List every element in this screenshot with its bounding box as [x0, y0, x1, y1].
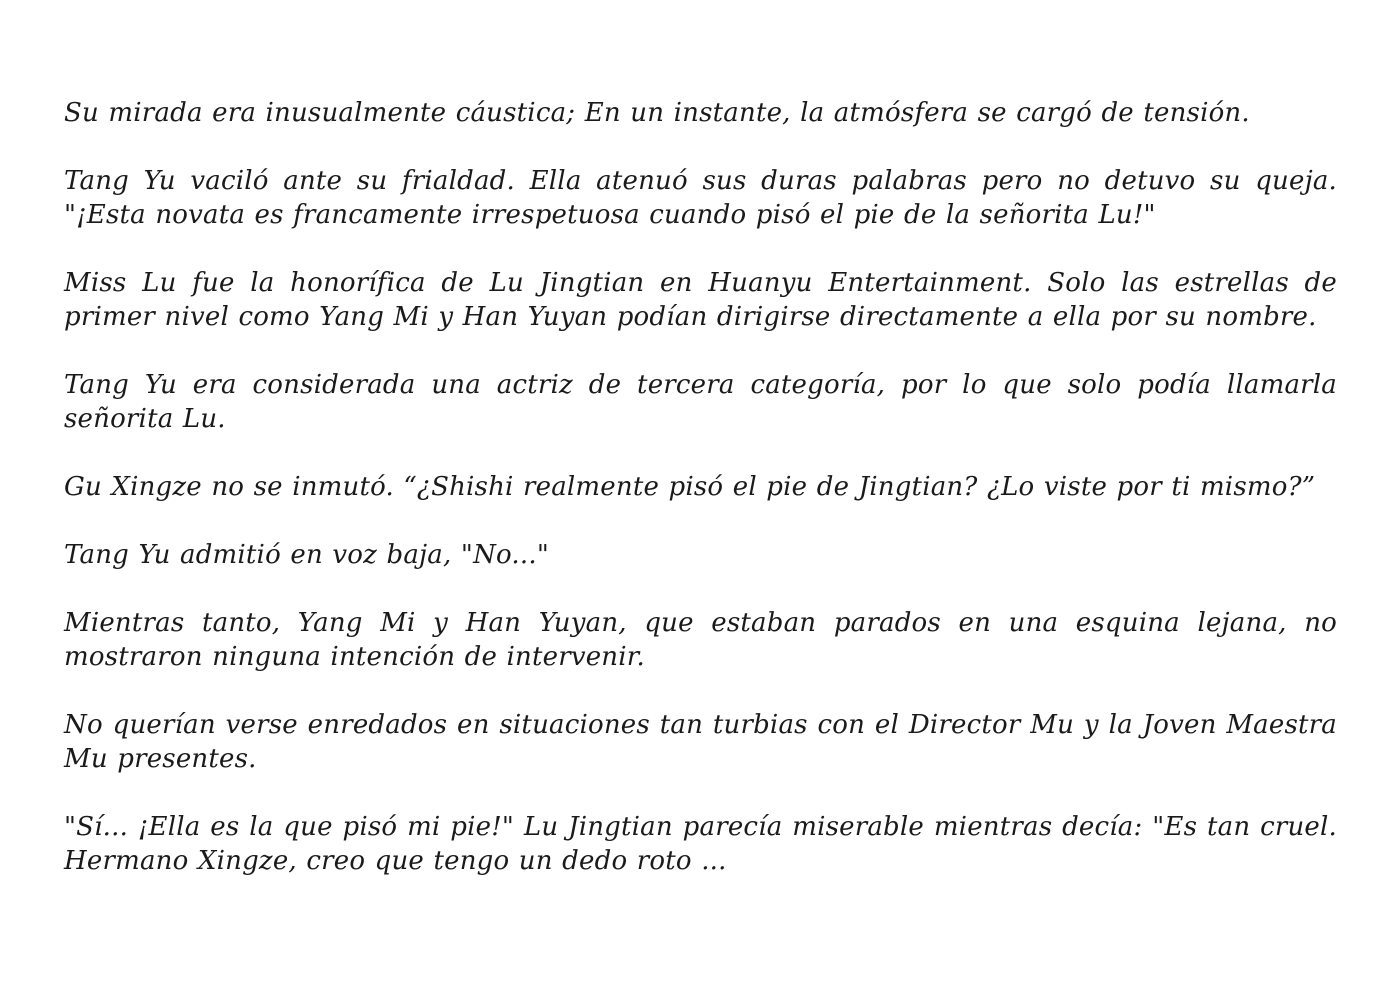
paragraph-4: Tang Yu era considerada una actriz de tercera categoría, por lo que solo podía llamarla señorita Lu.	[64, 370, 1337, 434]
paragraph-8: No querían verse enredados en situaciones tan turbias con el Director Mu y la Joven Maestra Mu presentes.	[64, 710, 1337, 774]
paragraph-5: Gu Xingze no se inmutó. “¿Shishi realmente pisó el pie de Jingtian? ¿Lo viste por ti mismo?”	[64, 472, 1316, 502]
paragraph-9: "Sí... ¡Ella es la que pisó mi pie!" Lu Jingtian parecía miserable mientras decía: "Es tan cruel. Hermano Xingze, creo que tengo un dedo roto ...	[64, 812, 1337, 876]
paragraph-7: Mientras tanto, Yang Mi y Han Yuyan, que estaban parados en una esquina lejana, no mostraron ninguna intención de intervenir.	[64, 608, 1337, 672]
paragraph-3: Miss Lu fue la honorífica de Lu Jingtian en Huanyu Entertainment. Solo las estrellas de primer nivel como Yang Mi y Han Yuyan podían dirigirse directamente a ella por su nombre.	[64, 268, 1337, 332]
paragraph-6: Tang Yu admitió en voz baja, "No..."	[64, 540, 549, 570]
document-page	[64, 96, 1337, 878]
paragraph-2: Tang Yu vaciló ante su frialdad. Ella atenuó sus duras palabras pero no detuvo su queja. "¡Esta novata es francamente irrespetuosa cuando pisó el pie de la señorita Lu!"	[64, 166, 1337, 230]
paragraph-1: Su mirada era inusualmente cáustica; En un instante, la atmósfera se cargó de tensión.	[64, 98, 1250, 128]
